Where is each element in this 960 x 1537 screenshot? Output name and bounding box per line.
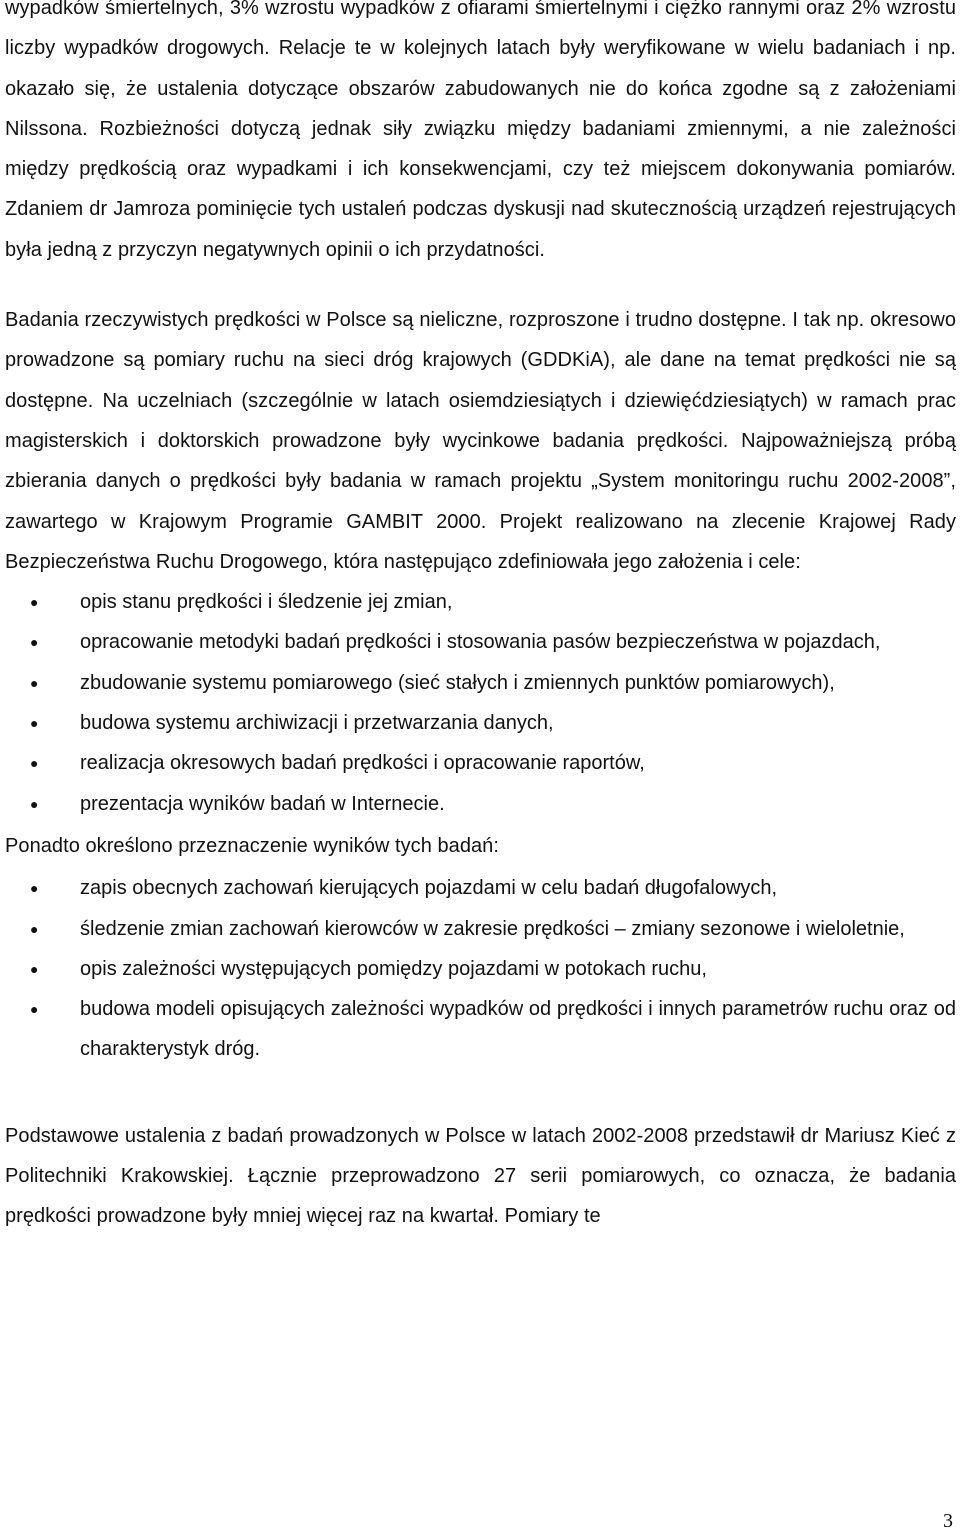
list-item-text: opis stanu prędkości i śledzenie jej zmian, bbox=[80, 591, 453, 614]
goals-list bbox=[5, 582, 956, 824]
list-item bbox=[5, 622, 956, 662]
list-item bbox=[5, 989, 956, 1070]
bullet-icon: ● bbox=[30, 674, 39, 691]
list-item bbox=[5, 909, 956, 949]
bullet-icon: ● bbox=[30, 795, 39, 812]
list-item bbox=[5, 743, 956, 783]
list-item-text: prezentacja wyników badań w Internecie. bbox=[80, 792, 445, 815]
bullet-icon: ● bbox=[30, 594, 39, 611]
document-page bbox=[5, 0, 956, 1237]
purposes-list bbox=[5, 868, 956, 1069]
bullet-icon: ● bbox=[30, 960, 39, 977]
bullet-icon: ● bbox=[30, 755, 39, 772]
list-item-text: opracowanie metodyki badań prędkości i stosowania pasów bezpieczeństwa w pojazdach, bbox=[80, 631, 881, 654]
paragraph-3: Ponadto określono przeznaczenie wyników tych badań: bbox=[5, 834, 499, 857]
list-item-text: zbudowanie systemu pomiarowego (sieć stałych i zmiennych punktów pomiarowych), bbox=[80, 671, 835, 694]
paragraph-1: wypadków śmiertelnych, 3% wzrostu wypadków z ofiarami śmiertelnymi i ciężko rannymi oraz 2% wzrostu liczby wypadków drogowych. Relacje te w kolejnych latach były weryfikowane w wielu badaniach i np. okazało się, że ustalenia dotyczące obszarów zabudowanych nie do końca zgodne są z założeniami Nilssona. Rozbieżności dotyczą jednak siły związku między badaniami zmiennymi, a nie zależności między prędkością oraz wypadkami i ich konsekwencjami, czy też miejscem dokonywania pomiarów. Zdaniem dr Jamroza pominięcie tych ustaleń podczas dyskusji nad skutecznością urządzeń rejestrujących była jedną z przyczyn negatywnych opinii o ich przydatności. bbox=[5, 0, 956, 261]
page-number: 3 bbox=[943, 1510, 953, 1532]
list-item bbox=[5, 663, 956, 703]
list-item-text: budowa systemu archiwizacji i przetwarzania danych, bbox=[80, 712, 554, 735]
list-item bbox=[5, 582, 956, 622]
list-item bbox=[5, 784, 956, 824]
list-item bbox=[5, 703, 956, 743]
list-item-text: opis zależności występujących pomiędzy pojazdami w potokach ruchu, bbox=[80, 957, 707, 980]
bullet-icon: ● bbox=[30, 634, 39, 651]
bullet-icon: ● bbox=[30, 880, 39, 897]
list-item-text: realizacja okresowych badań prędkości i opracowanie raportów, bbox=[80, 752, 645, 775]
list-item-text: budowa modeli opisujących zależności wypadków od prędkości i innych parametrów ruchu oraz od charakterystyk dróg. bbox=[80, 998, 956, 1061]
paragraph-4: Podstawowe ustalenia z badań prowadzonych w Polsce w latach 2002-2008 przedstawił dr Mariusz Kieć z Politechniki Krakowskiej. Łącznie przeprowadzono 27 serii pomiarowych, co oznacza, że badania prędkości prowadzone były mniej więcej raz na kwartał. Pomiary te bbox=[5, 1124, 956, 1228]
list-item-text: śledzenie zmian zachowań kierowców w zakresie prędkości – zmiany sezonowe i wieloletnie, bbox=[80, 917, 905, 940]
list-item-text: zapis obecnych zachowań kierujących pojazdami w celu badań długofalowych, bbox=[80, 877, 778, 900]
list-item bbox=[5, 868, 956, 908]
bullet-icon: ● bbox=[30, 1001, 39, 1018]
list-item bbox=[5, 949, 956, 989]
paragraph-2: Badania rzeczywistych prędkości w Polsce są nieliczne, rozproszone i trudno dostępne. I tak np. okresowo prowadzone są pomiary ruchu na sieci dróg krajowych (GDDKiA), ale dane na temat prędkości nie są dostępne. Na uczelniach (szczególnie w latach osiemdziesiątych i dziewięćdziesiątych) w ramach prac magisterskich i doktorskich prowadzone były wycinkowe badania prędkości. Najpoważniejszą próbą zbierania danych o prędkości były badania w ramach projektu „System monitoringu ruchu 2002-2008”, zawartego w Krajowym Programie GAMBIT 2000. Projekt realizowano na zlecenie Krajowej Rady Bezpieczeństwa Ruchu Drogowego, która następująco zdefiniowała jego założenia i cele: bbox=[5, 309, 956, 573]
bullet-icon: ● bbox=[30, 715, 39, 732]
bullet-icon: ● bbox=[30, 920, 39, 937]
